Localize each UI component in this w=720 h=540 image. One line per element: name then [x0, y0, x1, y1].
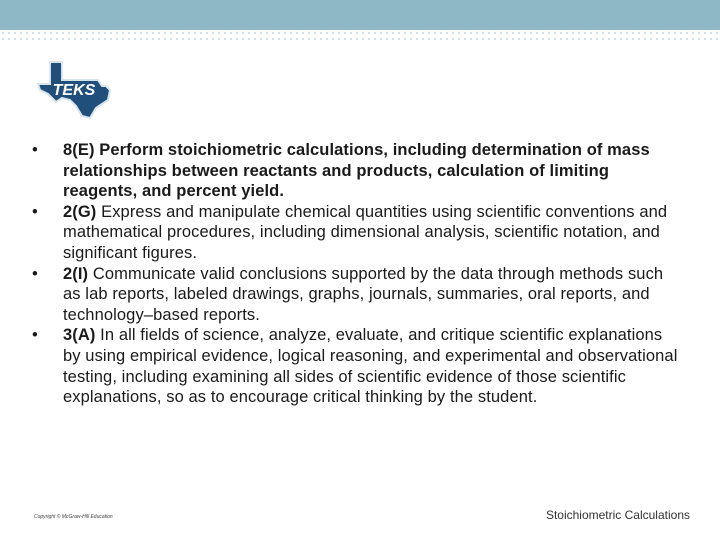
teks-logo	[36, 60, 116, 120]
footer-title: Stoichiometric Calculations	[545, 508, 690, 522]
list-item	[30, 140, 680, 202]
top-color-band	[0, 0, 720, 30]
standard-code: 3(A)	[63, 326, 101, 345]
bullet-icon: •	[32, 264, 38, 283]
dotted-divider	[0, 30, 720, 40]
standard-code: 2(I)	[63, 264, 93, 283]
copyright-notice: Copyright © McGraw-Hill Education	[34, 514, 113, 520]
list-item	[30, 264, 680, 326]
texas-state-icon	[36, 60, 116, 120]
standard-text: In all fields of science, analyze, evaluate, and critique scientific explanations by using empirical evidence, logical reasoning, and experimental and observational testing, including examining all sides of scientific evidence of those scientific explanations, so as to encourage critical thinking by the student.	[63, 326, 678, 407]
teks-standards-list	[30, 140, 680, 408]
standard-code: 8(E)	[63, 141, 100, 159]
standard-text: Perform stoichiometric calculations, including determination of mass relationships between reactants and products, calculation of limiting reagents, and percent yield.	[63, 141, 650, 201]
logo-text: TEKS	[52, 82, 96, 99]
list-item	[30, 325, 680, 407]
bullet-icon: •	[32, 326, 38, 345]
standard-text: Express and manipulate chemical quantities using scientific conventions and mathematical procedures, including dimensional analysis, scientific notation, and significant figures.	[63, 202, 668, 262]
standard-code: 2(G)	[63, 202, 102, 221]
list-item	[30, 202, 680, 264]
standard-text: Communicate valid conclusions supported by the data through methods such as lab reports, labeled drawings, graphs, journals, summaries, oral reports, and technology–based reports.	[63, 264, 664, 324]
bullet-icon: •	[32, 202, 38, 221]
bullet-icon: •	[32, 141, 38, 159]
